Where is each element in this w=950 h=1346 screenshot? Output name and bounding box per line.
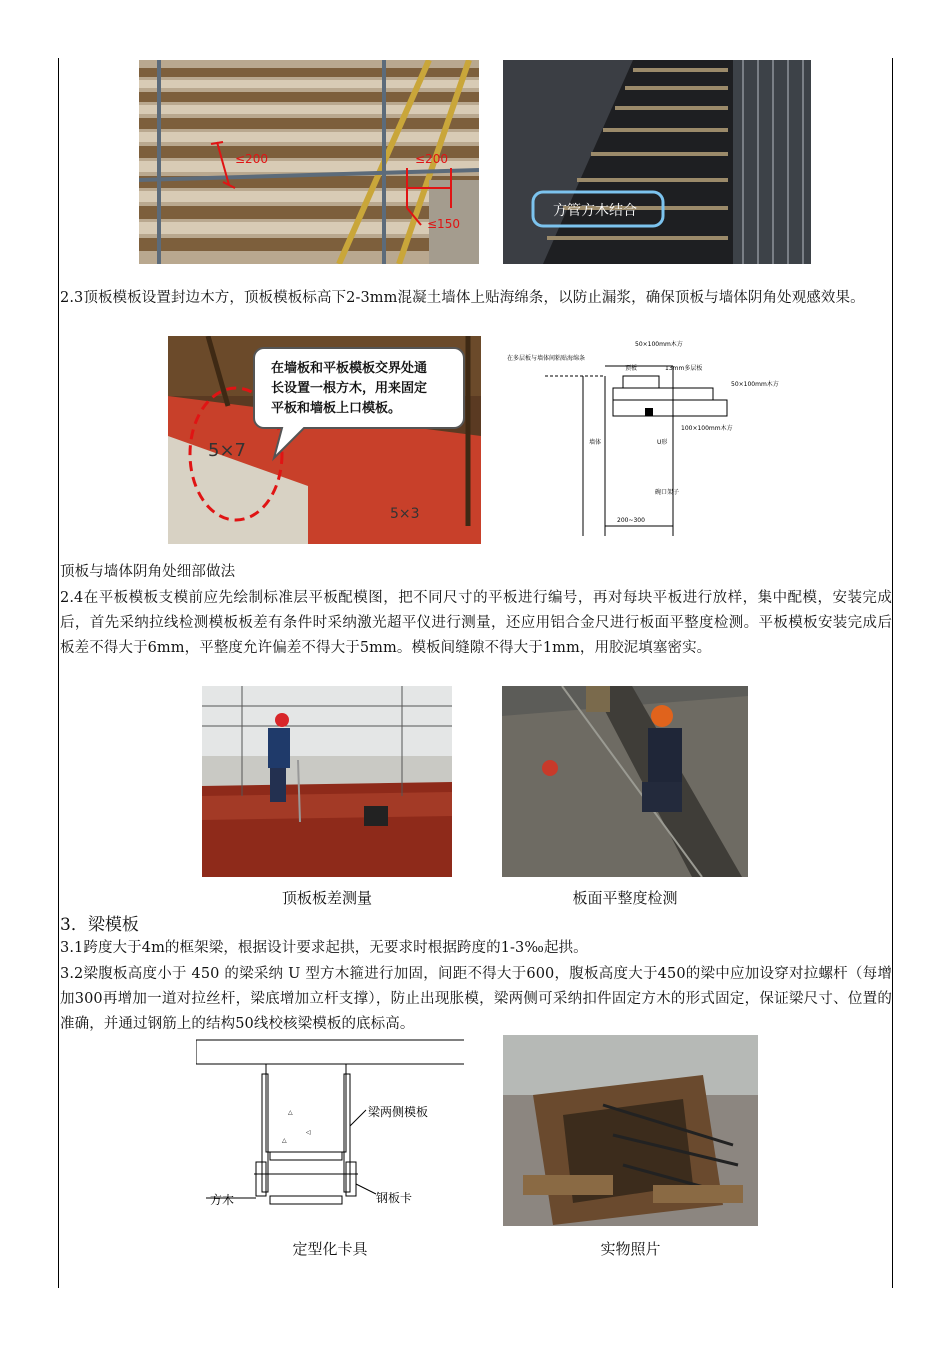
ceiling-label-1: ≤200 xyxy=(235,152,268,166)
beam-fixture-drawing xyxy=(196,1034,464,1230)
paragraph-3-2: 3.2梁腹板高度小于 450 的梁采纳 U 型方木箍进行加固，间距不得大于600，腹板高度大于450的梁中应加设穿对拉螺杆（每增加300再增加一道对拉丝杆，梁底增加立杆支撑），防止出现胀模，梁两侧可采纳扣件固定方木的形式固定，保证梁尺寸、位置的准确，并通过钢筋上的结构50线校核梁模板的底标高。 xyxy=(60,966,892,1032)
svg-text:△: △ xyxy=(282,1137,287,1144)
wall-callout-line-1: 在墙板和平板模板交界处通 xyxy=(271,361,428,376)
wall-callout-line-3: 平板和墙板上口模板。 xyxy=(271,401,402,416)
label-clamp: 碗口架子 xyxy=(655,489,680,496)
label-plywood: 13mm多层板 xyxy=(665,365,703,372)
label-clamp-plate: 钢板卡 xyxy=(376,1191,413,1205)
photo-level-measurement xyxy=(202,686,452,877)
ceiling-label-3: ≤150 xyxy=(427,217,460,231)
caption-level-measurement: 顶板板差测量 xyxy=(281,889,372,907)
label-wood: 方木 xyxy=(210,1193,235,1207)
label-top-wood: 50×100mm木方 xyxy=(635,341,683,348)
label-side-form: 梁两侧模板 xyxy=(368,1105,429,1119)
caption-flatness-inspection: 板面平整度检测 xyxy=(572,889,678,907)
label-u-clip: U形 xyxy=(657,439,668,446)
ceiling-label-2: ≤200 xyxy=(415,152,448,166)
photo-wall-slab-junction xyxy=(168,336,481,544)
label-right-wood: 50×100mm木方 xyxy=(731,381,779,388)
photo-beam-fixture xyxy=(503,1035,758,1226)
caption-real-photo: 实物照片 xyxy=(600,1240,661,1258)
photo-ceiling-joists xyxy=(139,60,479,264)
page-border-right xyxy=(892,58,893,1288)
paragraph-2-4: 2.4在平板模板支模前应先绘制标准层平板配模图，把不同尺寸的平板进行编号，再对每块平板进行放样，集中配模，安装完成后，首先采纳拉线检测模板板差有条件时采纳激光超平仪进行测量，还应用铝合金尺进行板面平整度检测。平板模板安装完成后板差不得大于6mm，平整度允许偏差不得大于5mm。模板间缝隙不得大于1mm，用胶泥填塞密实。 xyxy=(60,590,892,656)
photo-flatness-inspection xyxy=(502,686,748,877)
caption-corner-detail: 顶板与墙体阴角处细部做法 xyxy=(60,564,236,580)
label-wall: 墙体 xyxy=(589,439,602,446)
tube-callout: 方管方木结合 xyxy=(553,203,637,219)
wall-mark-2: 5×3 xyxy=(390,506,420,522)
svg-text:◁: ◁ xyxy=(306,1129,311,1136)
label-sponge: 在多层板与墙体间粘贴海绵条 xyxy=(507,355,586,362)
detail-drawing-corner xyxy=(505,336,795,536)
wall-callout-line-2: 长设置一根方木，用来固定 xyxy=(271,381,428,396)
paragraph-3-1: 3.1跨度大于4m的框架梁，根据设计要求起拱，无要求时根据跨度的1-3‰起拱。 xyxy=(60,940,588,956)
photo-tube-wood xyxy=(503,60,811,264)
svg-text:△: △ xyxy=(288,1109,293,1116)
wall-mark-1: 5×7 xyxy=(208,440,246,461)
paragraph-2-3: 2.3顶板模板设置封边木方，顶板模板标高下2-3mm混凝土墙体上贴海绵条，以防止漏浆，确保顶板与墙体阴角处观感效果。 xyxy=(60,290,865,306)
label-slab: 顶板 xyxy=(625,365,638,372)
page-border-left xyxy=(58,58,59,1288)
section-heading-3: 3．梁模板 xyxy=(60,915,139,935)
caption-fixture: 定型化卡具 xyxy=(292,1240,368,1258)
label-square-wood: 100×100mm木方 xyxy=(681,425,733,432)
label-dim: 200~300 xyxy=(617,517,645,524)
